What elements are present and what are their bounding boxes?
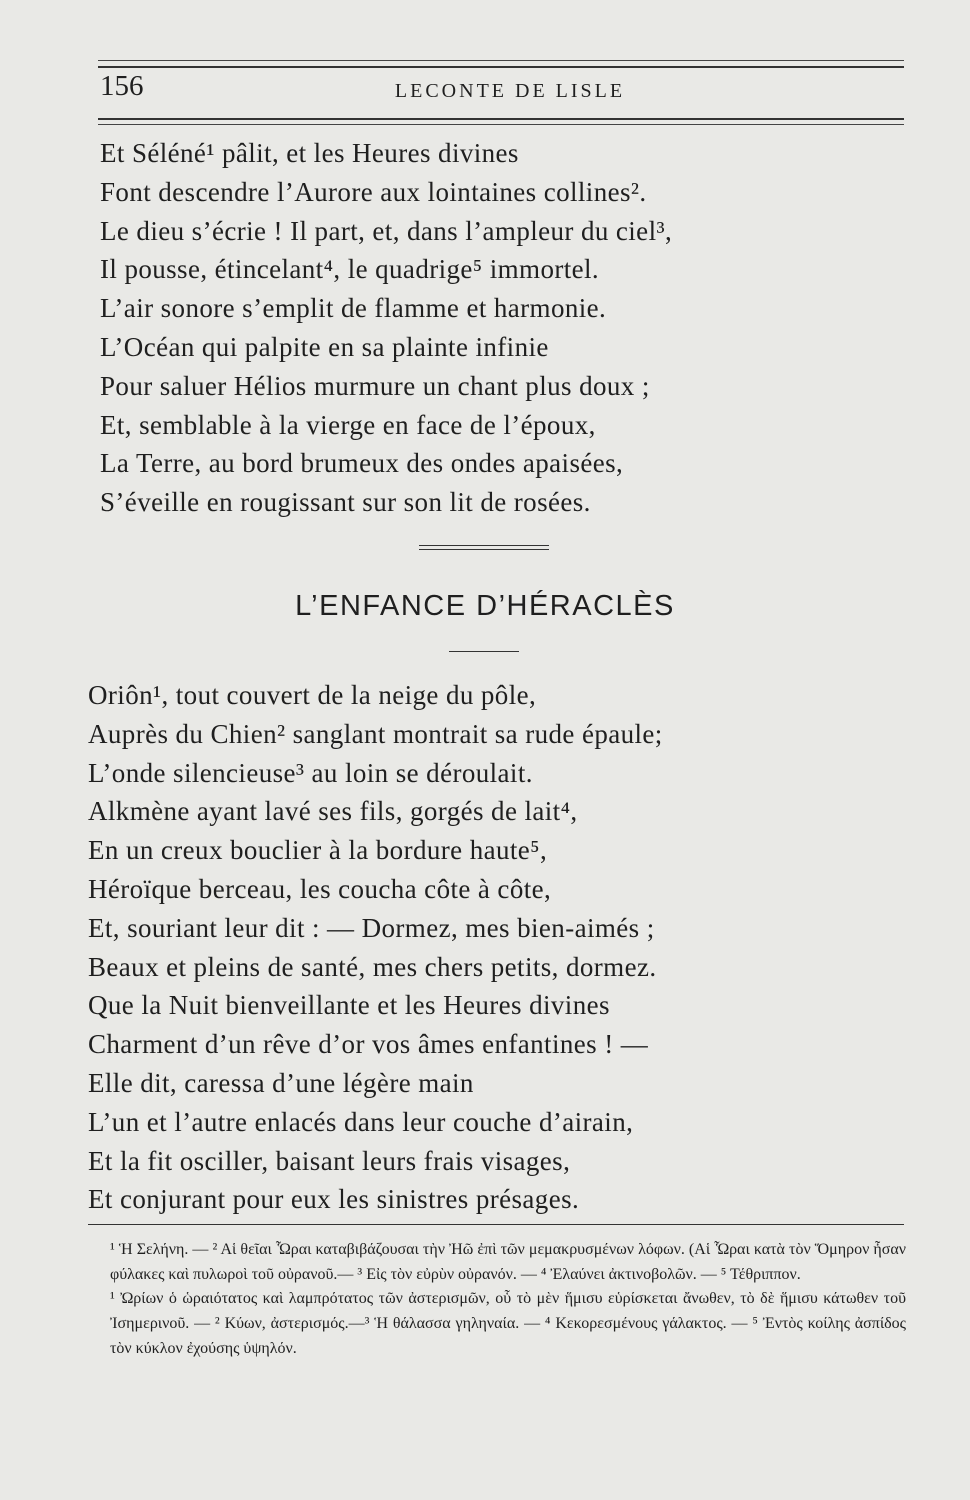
verse-line: En un creux bouclier à la bordure haute⁵, [88, 835, 548, 866]
running-head: LECONTE DE LISLE [394, 80, 626, 102]
verse-line: Et, semblable à la vierge en face de l’époux, [100, 409, 596, 440]
verse-line: Il pousse, étincelant⁴, le quadrige⁵ immortel. [100, 254, 600, 285]
poem-stanza-2 [88, 676, 888, 1219]
header-rule-top [98, 60, 904, 61]
verse-line: Et la fit osciller, baisant leurs frais visages, [88, 1145, 571, 1176]
verse-line: Que la Nuit bienveillante et les Heures divines [88, 990, 610, 1021]
verse-line: Et, souriant leur dit : — Dormez, mes bien-aimés ; [88, 912, 655, 943]
verse-line: Le dieu s’écrie ! Il part, et, dans l’ampleur du ciel³, [100, 215, 673, 246]
poem-stanza-1 [100, 134, 900, 522]
header-rule-top-thick [98, 66, 904, 68]
verse-line: Beaux et pleins de santé, mes chers petits, dormez. [88, 951, 657, 982]
verse-line: Et Séléné¹ pâlit, et les Heures divines [100, 138, 519, 168]
verse-line: Oriôn¹, tout couvert de la neige du pôle, [88, 680, 537, 710]
verse-line: Et conjurant pour eux les sinistres présages. [88, 1184, 580, 1215]
footnote-block-2: ¹ Ὠρίων ὁ ὡραιότατος καὶ λαμπρότατος τῶν ἀστερισμῶν, οὗ τὸ μὲν ἥμισυ εὑρίσκεται ἄνωθεν, τὸ δὲ ἥμισυ κάτωθεν τοῦ Ἰσημερινοῦ. — ² Κύων, ἀστερισμός.—³ Ἡ θάλασσα γηληναία. — ⁴ Κεκορεσμένους γάλακτος. — ⁵ Ἐντὸς κοίλης ἀσπίδος τὸν κύκλον ἐχούσης ὑψηλόν. [110, 1290, 906, 1357]
footnote-block-1: ¹ Ἡ Σελήνη. — ² Αἱ θεῖαι Ὧραι καταβιβάζουσαι τὴν Ἠῶ ἐπὶ τῶν μεμακρυσμένων λόφων. (Αἱ Ὧραι κατὰ τὸν Ὅμηρον ἦσαν φύλακες καὶ πυλωροὶ τοῦ οὐρανοῦ.— ³ Εἰς τὸν εὐρὺν οὐρανόν. — ⁴ Ἐλαύνει ἀκτινοβολῶν. — ⁵ Τέθριππον. [110, 1241, 906, 1283]
verse-line: S’éveille en rougissant sur son lit de rosées. [100, 487, 591, 518]
poem-title: L’ENFANCE D’HÉRACLÈS [295, 590, 675, 622]
verse-line: L’un et l’autre enlacés dans leur couche d’airain, [88, 1106, 634, 1137]
verse-line: L’onde silencieuse³ au loin se déroulait. [88, 757, 533, 788]
verse-line: L’air sonore s’emplit de flamme et harmonie. [100, 293, 607, 324]
verse-line: Alkmène ayant lavé ses fils, gorgés de lait⁴, [88, 796, 578, 827]
verse-line: Auprès du Chien² sanglant montrait sa rude épaule; [88, 718, 663, 749]
footnotes-rule [88, 1224, 904, 1225]
verse-line: La Terre, au bord brumeux des ondes apaisées, [100, 448, 624, 479]
section-divider-double [419, 549, 549, 550]
section-divider [419, 545, 549, 546]
verse-line: Charment d’un rêve d’or vos âmes enfantines ! — [88, 1029, 649, 1060]
header-rule-bottom-thick [98, 118, 904, 120]
verse-line: Elle dit, caressa d’une légère main [88, 1067, 474, 1098]
title-underline [449, 651, 519, 652]
page-number: 156 [100, 70, 144, 102]
verse-line: Font descendre l’Aurore aux lointaines collines². [100, 176, 647, 207]
verse-line: L’Océan qui palpite en sa plainte infinie [100, 331, 549, 362]
footnotes [110, 1238, 906, 1362]
header-rule-bottom [98, 124, 904, 125]
verse-line: Pour saluer Hélios murmure un chant plus doux ; [100, 370, 650, 401]
verse-line: Héroïque berceau, les coucha côte à côte, [88, 873, 552, 904]
